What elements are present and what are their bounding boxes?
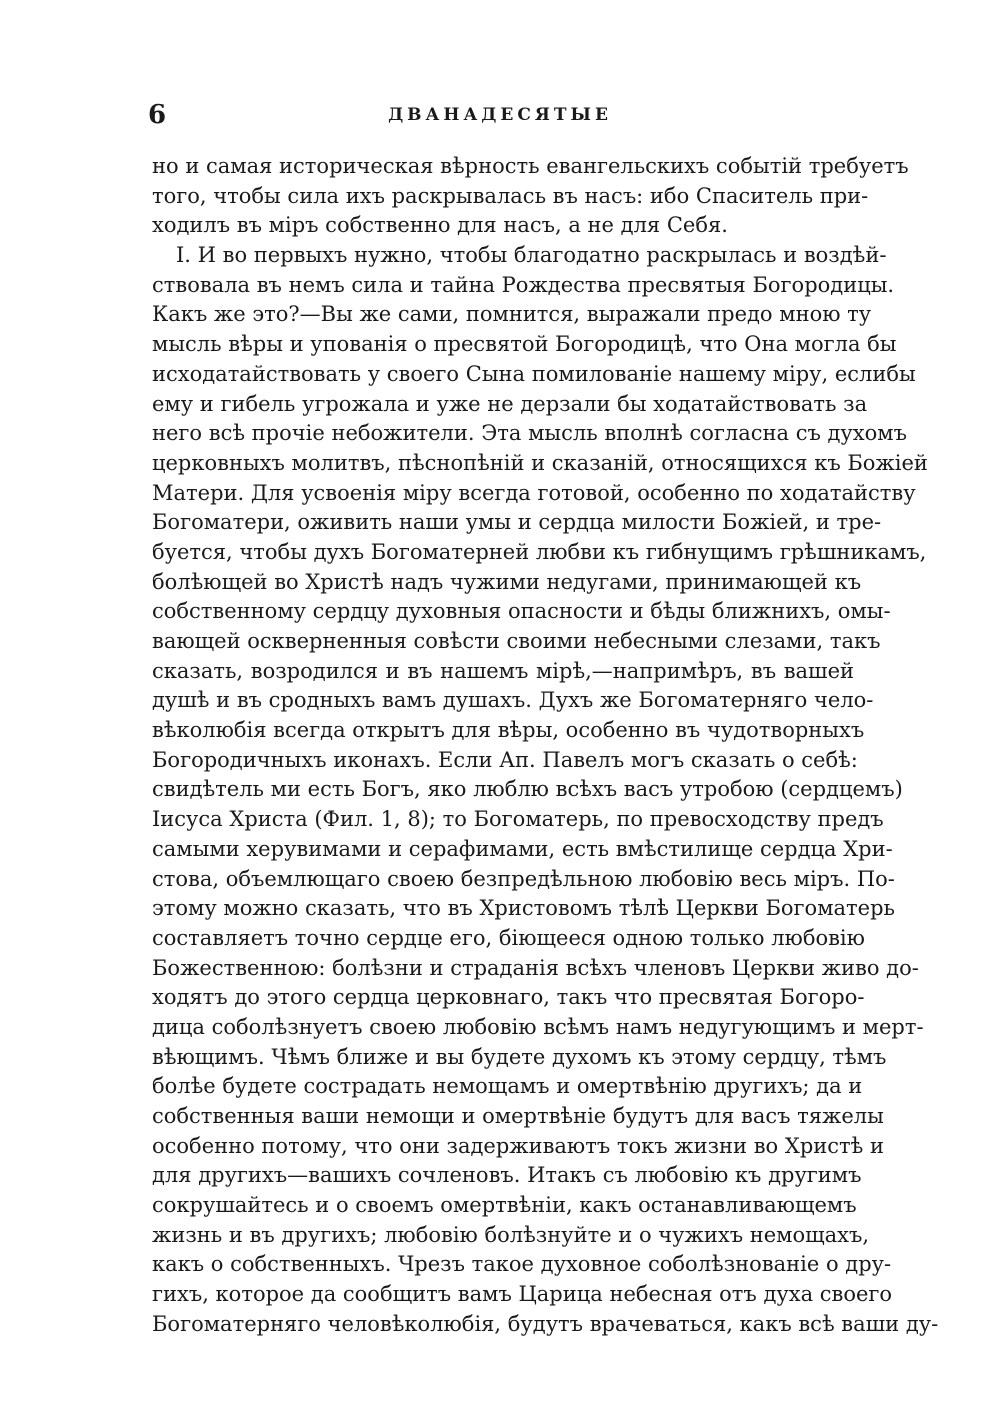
text-line: ствовала въ немъ сила и тайна Рождества пресвятыя Богородицы. xyxy=(152,272,895,297)
text-line: болѣе будете сострадать немощамъ и омертвѣнію другихъ; да и xyxy=(152,1074,863,1099)
text-line: дица соболѣзнуетъ своею любовію всѣмъ намъ недугующимъ и мерт- xyxy=(152,1014,924,1039)
text-line: церковныхъ молитвъ, пѣснопѣній и сказаній, относящихся къ Божіей xyxy=(152,450,928,475)
text-line: этому можно сказать, что въ Христовомъ тѣлѣ Церкви Богоматерь xyxy=(152,896,895,921)
text-line: Іисуса Христа (Фил. 1, 8); то Богоматерь, по превосходству предъ xyxy=(152,807,884,832)
text-line: него всѣ прочіе небожители. Эта мысль вполнѣ согласна съ духомъ xyxy=(152,421,907,446)
text-line: болѣющей во Христѣ надъ чужими недугами, принимающей къ xyxy=(152,569,862,594)
text-line: душѣ и въ сродныхъ вамъ душахъ. Духъ же Богоматерняго чело- xyxy=(152,688,874,713)
text-line: ему и гибель угрожала и уже не дерзали бы ходатайствовать за xyxy=(152,391,868,416)
text-line: I. И во первыхъ нужно, чтобы благодатно раскрылась и воздѣй- xyxy=(176,243,887,268)
text-line: ходилъ въ міръ собственно для насъ, а не для Себя. xyxy=(152,213,728,238)
running-title: ДВАНАДЕСЯТЫЕ xyxy=(388,105,612,125)
text-line: особенно потому, что они задерживаютъ токъ жизни во Христѣ и xyxy=(152,1133,884,1158)
text-line: вѣколюбія всегда открытъ для вѣры, особенно въ чудотворныхъ xyxy=(152,718,865,743)
text-line: вающей оскверненныя совѣсти своими небесными слезами, такъ xyxy=(152,629,881,653)
text-line: Божественною: болѣзни и страданія всѣхъ членовъ Церкви живо до- xyxy=(152,955,919,980)
text-line: сказать, возродился и въ нашемъ мірѣ,—напримѣръ, въ вашей xyxy=(152,658,854,683)
text-line: Богоматерняго человѣколюбія, будутъ врачеваться, какъ всѣ ваши ду- xyxy=(152,1311,939,1336)
text-line: свидѣтель ми есть Богъ, яко люблю всѣхъ васъ утробою (сердцемъ) xyxy=(152,777,903,802)
text-line: Матери. Для усвоенія міру всегда готовой, особенно по ходатайству xyxy=(152,480,916,505)
text-line: того, чтобы сила ихъ раскрывалась въ насъ: ибо Спаситель при- xyxy=(152,183,869,208)
page-number: 6 xyxy=(148,100,167,130)
text-line: Богородичныхъ иконахъ. Если Ап. Павелъ могъ сказать о себѣ: xyxy=(152,747,858,772)
text-line: какъ о собственныхъ. Чрезъ такое духовное соболѣзнованіе о дру- xyxy=(152,1252,892,1277)
text-line: сокрушайтесь и о своемъ омертвѣніи, какъ останавливающемъ xyxy=(152,1193,857,1218)
text-line: буется, чтобы духъ Богоматерней любви къ гибнущимъ грѣшникамъ, xyxy=(152,539,927,564)
text-line: для другихъ—вашихъ сочленовъ. Итакъ съ любовію къ другимъ xyxy=(152,1163,862,1188)
text-line: мысль вѣры и упованія о пресвятой Богородицѣ, что Она могла бы xyxy=(152,332,897,357)
text-line: составляетъ точно сердце его, біющееся одною только любовію xyxy=(152,925,865,950)
text-line: но и самая историческая вѣрность евангельскихъ событій требуетъ xyxy=(152,154,909,178)
body-text xyxy=(152,152,939,1340)
text-line: собственному сердцу духовныя опасности и бѣды ближнихъ, омы- xyxy=(152,599,891,624)
text-line: жизнь и въ другихъ; любовію болѣзнуйте и о чужихъ немощахъ, xyxy=(152,1222,870,1247)
text-line: вѣющимъ. Чѣмъ ближе и вы будете духомъ къ этому сердцу, тѣмъ xyxy=(152,1044,887,1069)
text-line: стова, объемлющаго своею безпредѣльною любовію весь міръ. По- xyxy=(152,866,895,891)
text-line: самыми херувимами и серафимами, есть вмѣстилище сердца Хри- xyxy=(152,836,893,861)
text-line: ходятъ до этого сердца церковнаго, такъ что пресвятая Богоро- xyxy=(152,985,865,1010)
text-line: гихъ, которое да сообщитъ вамъ Царица небесная отъ духа своего xyxy=(152,1282,893,1307)
text-line: Какъ же это?—Вы же сами, помнится, выражали предо мною ту xyxy=(152,302,872,327)
text-line: собственныя ваши немощи и омертвѣніе будутъ для васъ тяжелы xyxy=(152,1104,884,1128)
text-line: исходатайствовать у своего Сына помилованіе нашему міру, еслибы xyxy=(152,361,916,386)
text-line: Богоматери, оживить наши умы и сердца милости Божіей, и тре- xyxy=(152,510,882,535)
